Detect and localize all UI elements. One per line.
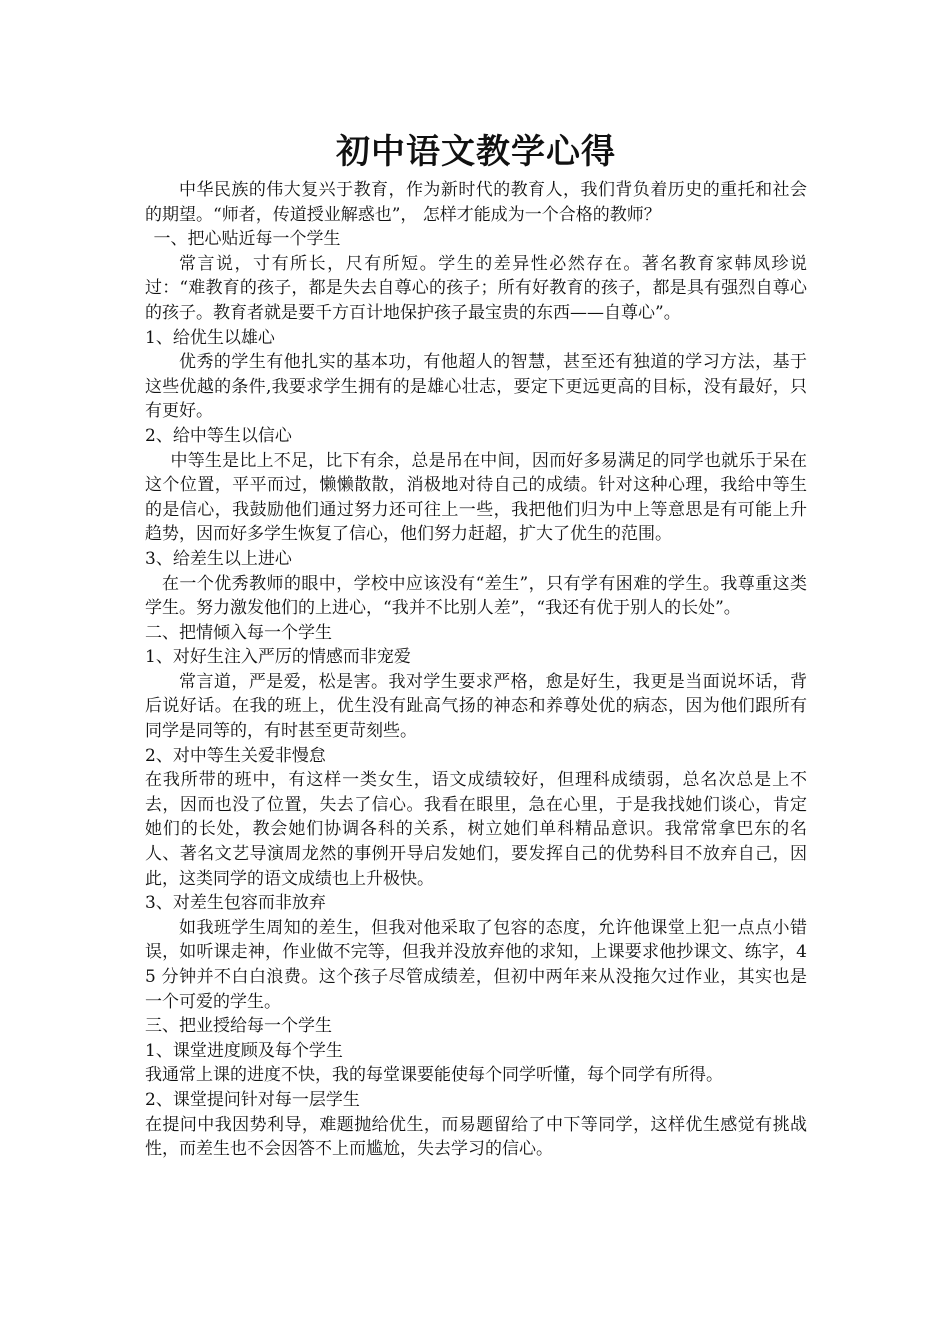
section-heading: 1、课堂进度顾及每个学生 [145,1040,343,1061]
paragraph: 在我所带的班中，有这样一类女生，语文成绩较好，但理科成绩弱，总名次总是上不去，因而也没了位置，失去了信心。我看在眼里，急在心里，于是我找她们谈心，肯定她们的长处，教会她们协调各科的关系，树立她们单科精品意识。我常常拿巴东的名人、著名文艺导演周龙然的事例开导启发她们，要发挥自己的优势科目不放弃自己，因此，这类同学的语文成绩也上升极快。 [145,770,807,889]
section-heading: 2、课堂提问针对每一层学生 [145,1089,360,1110]
section-heading: 1、对好生注入严厉的情感而非宠爱 [145,647,411,668]
section-heading: 二、把情倾入每一个学生 [145,622,332,643]
section-heading: 3、给差生以上进心 [145,548,292,569]
document-title: 初中语文教学心得 [336,132,616,172]
paragraph: 优秀的学生有他扎实的基本功，有他超人的智慧，甚至还有独道的学习方法，基于这些优越的条件,我要求学生拥有的是雄心壮志，要定下更远更高的目标，没有最好，只有更好。 [145,352,807,422]
paragraph: 如我班学生周知的差生，但我对他采取了包容的态度，允许他课堂上犯一点点小错误，如听课走神，作业做不完等，但我并没放弃他的求知，上课要求他抄课文、练字，45 分钟并不白白浪费。这个孩子尽管成绩差，但初中两年来从没拖欠过作业，其实也是一个可爱的学生。 [145,917,807,1012]
paragraph: 在提问中我因势利导，难题抛给优生，而易题留给了中下等同学，这样优生感觉有挑战性，而差生也不会因答不上而尴尬，失去学习的信心。 [145,1114,807,1160]
section-heading: 三、把业授给每一个学生 [145,1016,332,1037]
paragraph: 我通常上课的进度不快，我的每堂课要能使每个同学听懂，每个同学有所得。 [145,1065,723,1086]
section-heading: 1、给优生以雄心 [145,327,275,348]
paragraph: 常言道，严是爱，松是害。我对学生要求严格，愈是好生，我更是当面说坏话，背后说好话。在我的班上，优生没有趾高气扬的神态和养尊处优的病态，因为他们跟所有同学是同等的，有时甚至更苛刻些。 [145,671,807,742]
paragraph: 中华民族的伟大复兴于教育，作为新时代的教育人，我们背负着历史的重托和社会的期望。“师者，传道授业解惑也”， 怎样才能成为一个合格的教师？ [145,180,807,225]
document-body [145,178,807,1162]
paragraph: 在一个优秀教师的眼中，学校中应该没有“差生”，只有学有困难的学生。我尊重这类学生。努力激发他们的上进心，“我并不比别人差”，“我还有优于别人的长处”。 [145,573,807,619]
section-heading: 2、对中等生关爱非慢怠 [145,745,326,766]
paragraph: 中等生是比上不足，比下有余，总是吊在中间，因而好多易满足的同学也就乐于呆在这个位置，平平而过，懒懒散散，消极地对待自己的成绩。针对这种心理，我给中等生的是信心，我鼓励他们通过努力还可往上一些，我把他们归为中上等意思是有可能上升趋势，因而好多学生恢复了信心，他们努力赶超，扩大了优生的范围。 [145,450,807,545]
section-heading: 一、把心贴近每一个学生 [153,229,341,250]
document-page [145,128,807,1162]
section-heading: 3、对差生包容而非放弃 [145,893,326,914]
section-heading: 2、给中等生以信心 [145,425,292,446]
paragraph: 常言说，寸有所长，尺有所短。学生的差异性必然存在。著名教育家韩凤珍说过：“难教育的孩子，都是失去自尊心的孩子；所有好教育的孩子，都是具有强烈自尊心的孩子。教育者就是要千方百计地保护孩子最宝贵的东西——自尊心”。 [145,253,807,323]
